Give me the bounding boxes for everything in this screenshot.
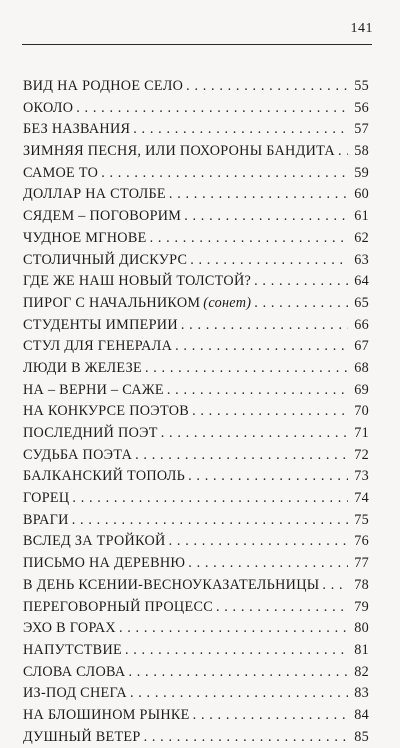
dot-leader bbox=[128, 662, 348, 684]
dot-leader bbox=[190, 250, 348, 272]
dot-leader bbox=[130, 683, 348, 705]
toc-entry-page-number: 63 bbox=[354, 251, 369, 268]
toc-entry bbox=[23, 466, 369, 488]
toc-entry-title-text: ГОРЕЦ bbox=[23, 490, 70, 507]
toc-entry-page-number: 67 bbox=[354, 338, 369, 355]
toc-entry-page-number: 71 bbox=[354, 425, 369, 441]
toc-entry bbox=[23, 271, 369, 293]
toc-entry-title bbox=[23, 293, 251, 315]
toc-entry-title-text: СЯДЕМ – ПОГОВОРИМ bbox=[23, 208, 182, 225]
toc-entry-page-number: 82 bbox=[354, 663, 369, 680]
toc-entry-title-text: ЗИМНЯЯ ПЕСНЯ, ИЛИ ПОХОРОНЫ БАНДИТА bbox=[23, 143, 335, 160]
toc-entry-page-number: 70 bbox=[354, 403, 369, 420]
toc-entry-title bbox=[23, 358, 142, 380]
dot-leader bbox=[101, 163, 348, 185]
toc-entry-page-number: 80 bbox=[354, 620, 369, 637]
toc-entry-title-text: ДУШНЫЙ ВЕТЕР bbox=[23, 728, 141, 745]
page-number: 141 bbox=[350, 21, 373, 36]
toc-entry bbox=[23, 76, 369, 98]
toc-entry-title-text: ПИСЬМО НА ДЕРЕВНЮ bbox=[23, 555, 186, 572]
toc-entry-title-text: ДОЛЛАР НА СТОЛБЕ bbox=[23, 186, 166, 203]
toc-entry-title bbox=[23, 705, 190, 727]
dot-leader bbox=[161, 423, 348, 445]
toc-entry-title-text: СТУДЕНТЫ ИМПЕРИИ bbox=[23, 316, 178, 333]
toc-entry bbox=[23, 705, 369, 727]
dot-leader bbox=[135, 445, 348, 467]
dot-leader bbox=[254, 293, 348, 315]
toc-entry-note: (сонет) bbox=[203, 294, 252, 311]
toc-entry bbox=[23, 488, 369, 510]
dot-leader bbox=[169, 531, 348, 553]
toc-entry-title bbox=[23, 119, 130, 141]
toc-entry-title-text: СТУЛ ДЛЯ ГЕНЕРАЛА bbox=[23, 338, 173, 355]
toc-entry bbox=[23, 336, 369, 358]
toc-entry-title bbox=[23, 531, 166, 553]
dot-leader bbox=[145, 358, 348, 380]
toc-entry bbox=[23, 228, 369, 250]
toc-entry bbox=[23, 163, 369, 185]
toc-entry-page-number: 76 bbox=[354, 533, 369, 550]
toc-entry-page-number: 55 bbox=[354, 78, 369, 94]
dot-leader bbox=[192, 401, 348, 423]
toc-entry bbox=[23, 423, 369, 445]
toc-entry-title bbox=[23, 271, 251, 293]
dot-leader bbox=[125, 640, 348, 662]
toc-entry bbox=[23, 727, 369, 748]
toc-entry-title-text: СЛОВА СЛОВА bbox=[23, 663, 126, 680]
toc-entry bbox=[23, 640, 369, 662]
toc-entry-title bbox=[23, 488, 69, 510]
toc-entry-title bbox=[23, 184, 166, 206]
toc-entry-page-number: 59 bbox=[354, 164, 369, 181]
toc-entry-page-number: 61 bbox=[354, 208, 369, 225]
toc-entry-page-number: 66 bbox=[354, 316, 369, 333]
toc-entry-title-text: ЭХО В ГОРАХ bbox=[23, 620, 116, 637]
toc-entry-page-number: 81 bbox=[354, 641, 369, 658]
toc-entry bbox=[23, 119, 369, 141]
toc-entry-page-number: 74 bbox=[354, 490, 369, 507]
dot-leader bbox=[169, 184, 348, 206]
toc-entry-title bbox=[23, 618, 116, 640]
toc-entry-title-text: САМОЕ ТО bbox=[23, 164, 99, 181]
toc-entry bbox=[23, 358, 369, 380]
toc-entry-title bbox=[23, 401, 189, 423]
toc-entry-title-text: НА КОНКУРСЕ ПОЭТОВ bbox=[23, 403, 190, 420]
toc-entry bbox=[23, 618, 369, 640]
toc-entry-page-number: 56 bbox=[354, 99, 369, 116]
toc-entry-title-text: ВИД НА РОДНОЕ СЕЛО bbox=[23, 78, 184, 94]
toc-entry-title-text: СТОЛИЧНЫЙ ДИСКУРС bbox=[23, 251, 188, 268]
toc-entry-page-number: 77 bbox=[354, 555, 369, 572]
toc-entry-page-number: 72 bbox=[354, 446, 369, 463]
dot-leader bbox=[186, 76, 348, 98]
dot-leader bbox=[322, 575, 348, 597]
toc-entry-title-text: ЛЮДИ В ЖЕЛЕЗЕ bbox=[23, 359, 142, 376]
toc-entry bbox=[23, 531, 369, 553]
toc-entry-title bbox=[23, 662, 125, 684]
dot-leader bbox=[119, 618, 348, 640]
toc-entry-title-text: ОКОЛО bbox=[23, 99, 74, 116]
toc-entry-title bbox=[23, 597, 213, 619]
toc-entry-title bbox=[23, 423, 158, 445]
toc-entry-title bbox=[23, 98, 73, 120]
toc-entry-title bbox=[23, 163, 98, 185]
dot-leader bbox=[181, 315, 348, 337]
dot-leader bbox=[144, 727, 348, 748]
dot-leader bbox=[254, 271, 348, 293]
toc-entry bbox=[23, 683, 369, 705]
toc-entry-page-number: 62 bbox=[354, 229, 369, 246]
toc-entry bbox=[23, 662, 369, 684]
toc-entry-title bbox=[23, 683, 127, 705]
toc-entry-page-number: 65 bbox=[354, 294, 369, 311]
toc-entry-title bbox=[23, 640, 122, 662]
toc-entry-title bbox=[23, 575, 319, 597]
toc-entry-title-text: БАЛКАНСКИЙ ТОПОЛЬ bbox=[23, 468, 186, 485]
toc-entry bbox=[23, 553, 369, 575]
toc-entry bbox=[23, 510, 369, 532]
toc-entry-title-text: СУДЬБА ПОЭТА bbox=[23, 446, 133, 463]
toc-entry bbox=[23, 315, 369, 337]
toc-entry bbox=[23, 293, 369, 315]
toc-entry bbox=[23, 380, 369, 402]
dot-leader bbox=[216, 597, 348, 619]
toc-entry bbox=[23, 206, 369, 228]
toc-entry-page-number: 58 bbox=[354, 143, 369, 160]
toc-entry-title bbox=[23, 250, 187, 272]
dot-leader bbox=[188, 466, 348, 488]
toc-entry-title-text: БЕЗ НАЗВАНИЯ bbox=[23, 121, 131, 138]
toc-entry-title bbox=[23, 315, 178, 337]
toc-entry-title-text: ПЕРЕГОВОРНЫЙ ПРОЦЕСС bbox=[23, 598, 213, 615]
toc-entry-title-text: ПОСЛЕДНИЙ ПОЭТ bbox=[23, 425, 158, 441]
toc-entry-page-number: 78 bbox=[354, 576, 369, 593]
toc-entry-title-text: НАПУТСТВИЕ bbox=[23, 641, 122, 658]
dot-leader bbox=[72, 488, 348, 510]
header-rule bbox=[22, 44, 372, 45]
dot-leader bbox=[193, 705, 348, 727]
toc-entry-title-text: ВРАГИ bbox=[23, 511, 69, 528]
dot-leader bbox=[188, 553, 348, 575]
toc-entry-page-number: 60 bbox=[354, 186, 369, 203]
toc-entry-title bbox=[23, 553, 185, 575]
toc-entry-title-text: В ДЕНЬ КСЕНИИ-ВЕСНОУКАЗАТЕЛЬНИЦЫ bbox=[23, 576, 320, 593]
toc-entry-title bbox=[23, 336, 172, 358]
dot-leader bbox=[338, 141, 348, 163]
toc-entry-title-text: ГДЕ ЖЕ НАШ НОВЫЙ ТОЛСТОЙ? bbox=[23, 273, 252, 290]
dot-leader bbox=[133, 119, 348, 141]
dot-leader bbox=[175, 336, 348, 358]
toc-entry bbox=[23, 597, 369, 619]
dot-leader bbox=[167, 380, 348, 402]
toc-entry-title-text: НА – ВЕРНИ – САЖЕ bbox=[23, 381, 164, 398]
toc-entry-title bbox=[23, 206, 181, 228]
toc-entry-title bbox=[23, 466, 185, 488]
toc-entry-page-number: 83 bbox=[354, 685, 369, 702]
toc-entry-title bbox=[23, 380, 164, 402]
toc-entry bbox=[23, 141, 369, 163]
toc-entry bbox=[23, 184, 369, 206]
toc-entry-title bbox=[23, 76, 183, 98]
toc-entry-title bbox=[23, 228, 147, 250]
toc-entry bbox=[23, 401, 369, 423]
toc-entry-page-number: 75 bbox=[354, 511, 369, 528]
toc-entry-title-text: ИЗ-ПОД СНЕГА bbox=[23, 685, 127, 702]
toc-entry-page-number: 79 bbox=[354, 598, 369, 615]
toc-entry-title-text: ЧУДНОЕ МГНОВЕ bbox=[23, 229, 147, 246]
toc-entry-page-number: 73 bbox=[354, 468, 369, 485]
toc-entry-title bbox=[23, 141, 335, 163]
dot-leader bbox=[76, 98, 348, 120]
toc-entry bbox=[23, 575, 369, 597]
toc-entry-page-number: 68 bbox=[354, 359, 369, 376]
toc-entry-page-number: 85 bbox=[354, 728, 369, 745]
toc-entry-title bbox=[23, 445, 132, 467]
toc-entry bbox=[23, 250, 369, 272]
toc-entry-title bbox=[23, 510, 69, 532]
toc-entry-title-text: НА БЛОШИНОМ РЫНКЕ bbox=[23, 706, 190, 723]
dot-leader bbox=[184, 206, 348, 228]
toc-entry-page-number: 57 bbox=[354, 121, 369, 138]
table-of-contents bbox=[23, 76, 369, 748]
toc-entry-title-text: ПИРОГ С НАЧАЛЬНИКОМ bbox=[23, 294, 201, 311]
toc-entry-title bbox=[23, 727, 141, 748]
toc-entry-page-number: 84 bbox=[354, 706, 369, 723]
toc-entry-page-number: 64 bbox=[354, 273, 369, 290]
dot-leader bbox=[150, 228, 348, 250]
toc-entry-page-number: 69 bbox=[354, 381, 369, 398]
toc-entry bbox=[23, 98, 369, 120]
toc-entry-title-text: ВСЛЕД ЗА ТРОЙКОЙ bbox=[23, 533, 166, 550]
toc-entry bbox=[23, 445, 369, 467]
dot-leader bbox=[72, 510, 348, 532]
